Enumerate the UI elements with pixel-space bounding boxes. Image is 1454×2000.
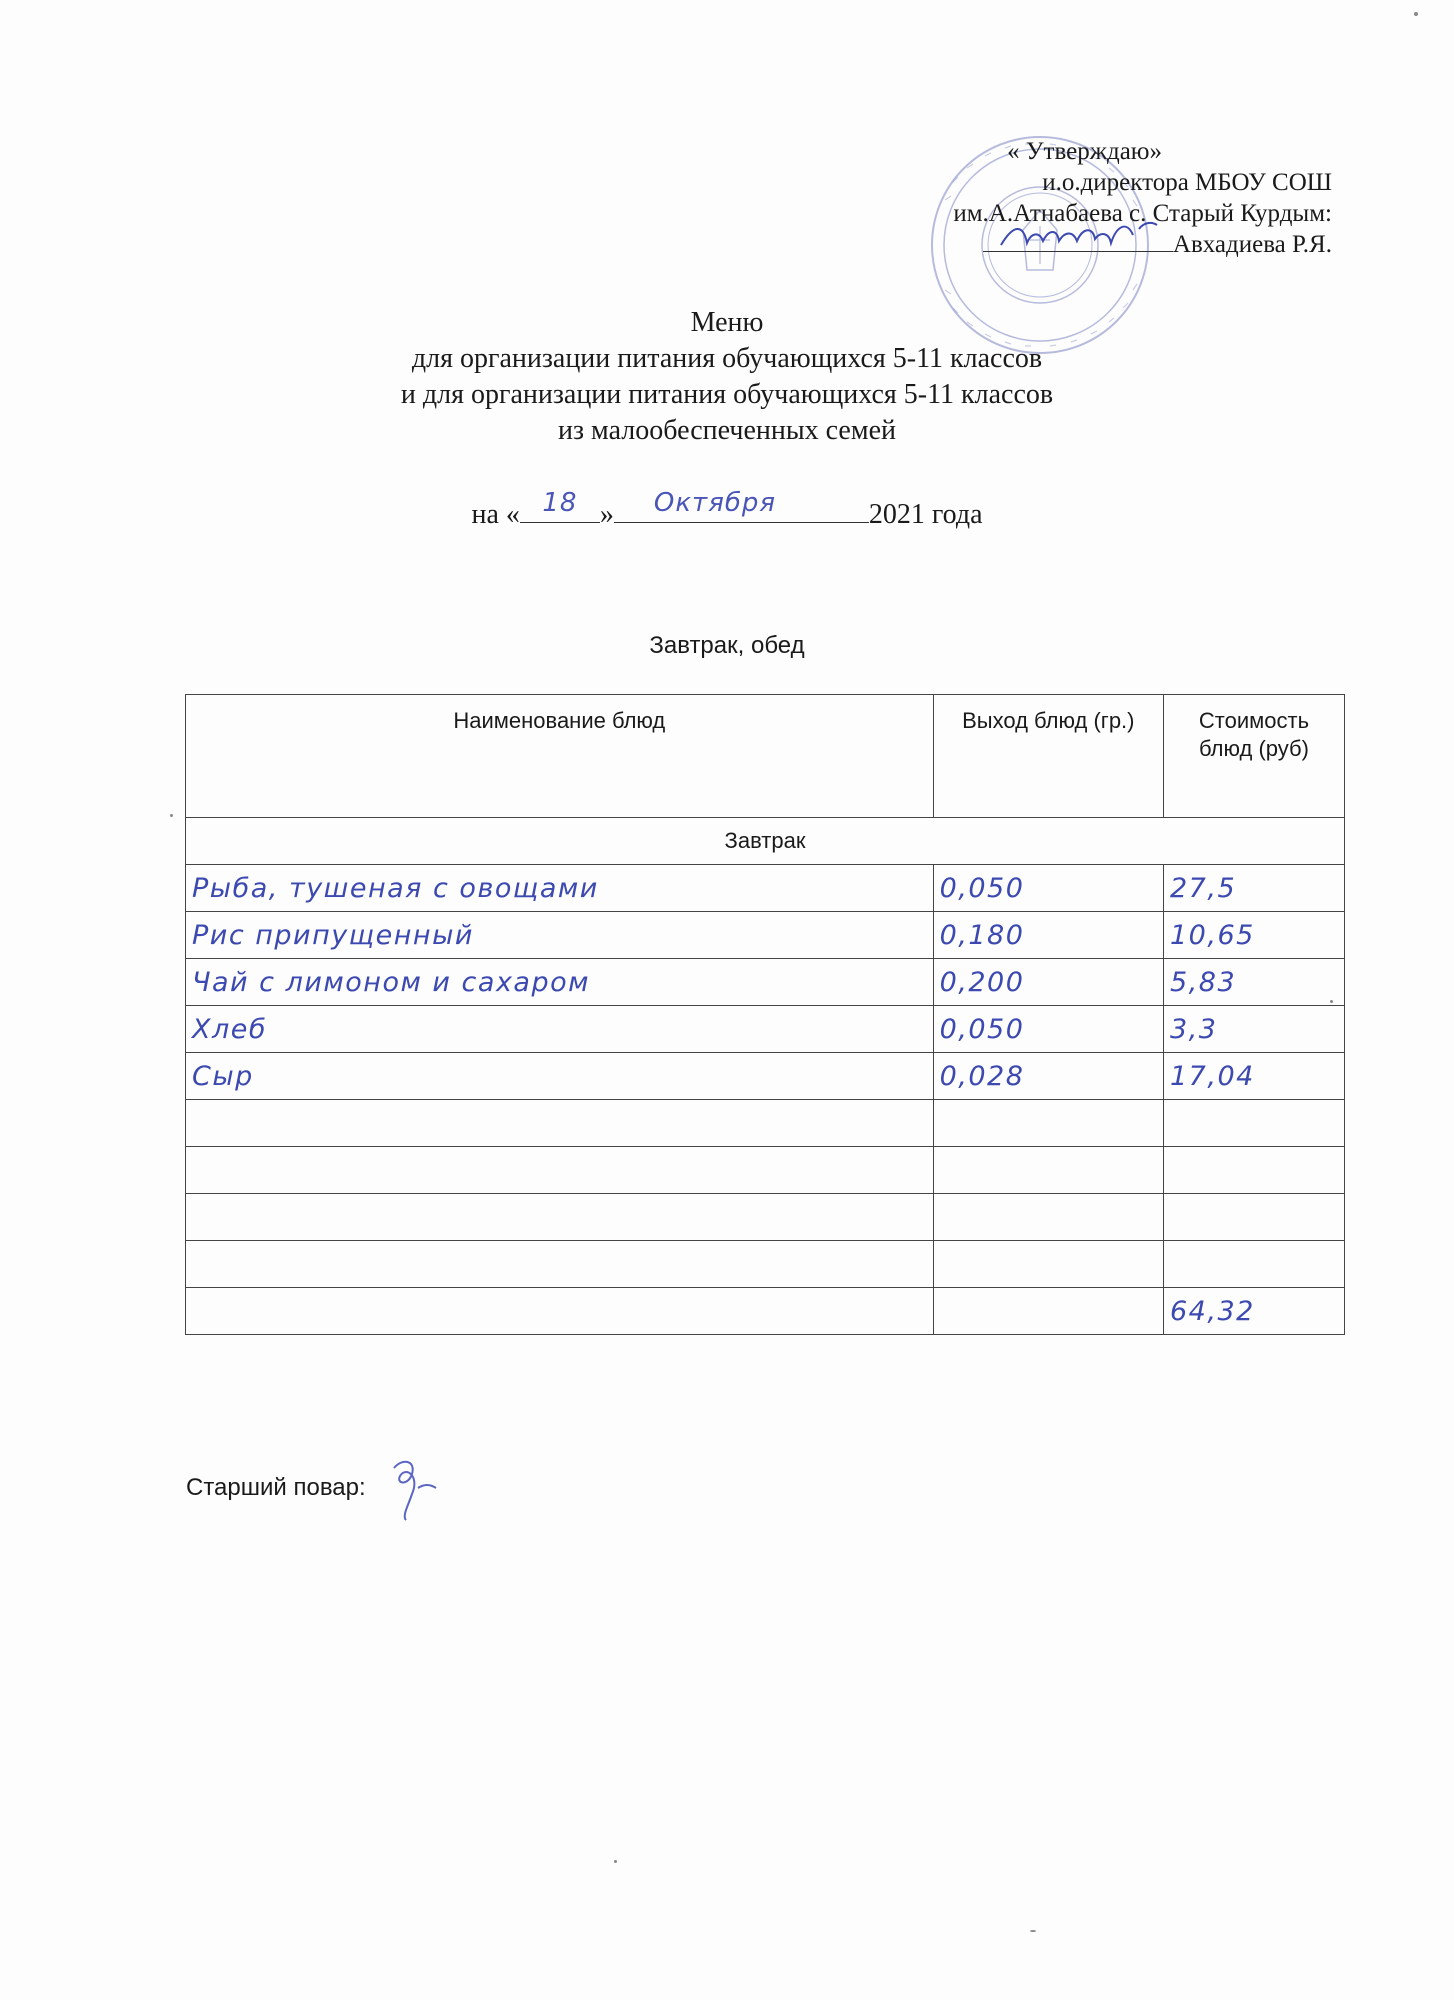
menu-date	[0, 488, 1454, 531]
dish-price	[1164, 1147, 1345, 1194]
date-mid: »	[599, 499, 614, 530]
dish-weight: 0,200	[933, 959, 1163, 1006]
table-row	[186, 959, 1345, 1006]
total-empty-cell	[933, 1288, 1163, 1335]
table-row	[186, 1241, 1345, 1288]
dish-weight	[933, 1241, 1163, 1288]
total-empty-cell	[186, 1288, 934, 1335]
dish-weight: 0,028	[933, 1053, 1163, 1100]
total-row	[186, 1288, 1345, 1335]
dish-name	[186, 1147, 934, 1194]
meal-subtitle: Завтрак, обед	[649, 632, 805, 659]
title-line-1: Меню	[690, 307, 764, 338]
dish-name: Сыр	[186, 1053, 934, 1100]
dish-price	[1164, 1241, 1345, 1288]
approval-role: и.о.директора МБОУ СОШ	[1042, 169, 1332, 196]
dish-weight: 0,180	[933, 912, 1163, 959]
director-signature	[993, 215, 1163, 255]
table-row	[186, 865, 1345, 912]
dish-weight	[933, 1147, 1163, 1194]
table-row	[186, 1194, 1345, 1241]
dish-weight	[933, 1100, 1163, 1147]
document-title	[0, 305, 1454, 449]
dish-price	[1164, 1100, 1345, 1147]
dish-name	[186, 1194, 934, 1241]
date-month-field	[614, 488, 869, 523]
dish-name: Хлеб	[186, 1006, 934, 1053]
dish-price: 17,04	[1164, 1053, 1345, 1100]
title-line-3: и для организации питания обучающихся 5-11 классов	[400, 379, 1054, 410]
senior-cook	[186, 1474, 366, 1502]
dish-weight	[933, 1194, 1163, 1241]
date-day: 18	[542, 488, 578, 518]
dish-name: Рис припущенный	[186, 912, 934, 959]
dish-weight: 0,050	[933, 865, 1163, 912]
dish-price	[1164, 1194, 1345, 1241]
senior-cook-label: Старший повар:	[186, 1474, 366, 1501]
total-price: 64,32	[1164, 1288, 1345, 1335]
table-row	[186, 1100, 1345, 1147]
dish-price: 3,3	[1164, 1006, 1345, 1053]
date-day-field	[520, 488, 600, 523]
date-month: Октября	[653, 488, 777, 518]
date-prefix: на «	[471, 499, 520, 530]
approval-block	[812, 136, 1332, 260]
header-price: Стоимость блюд (руб)	[1164, 695, 1345, 818]
table-row	[186, 1006, 1345, 1053]
table-header-row	[186, 695, 1345, 818]
title-line-2: для организации питания обучающихся 5-11 классов	[411, 343, 1043, 374]
dish-name: Рыба, тушеная с овощами	[186, 865, 934, 912]
dish-name: Чай с лимоном и сахаром	[186, 959, 934, 1006]
dish-price: 27,5	[1164, 865, 1345, 912]
table-row	[186, 1053, 1345, 1100]
dish-weight: 0,050	[933, 1006, 1163, 1053]
table-row	[186, 1147, 1345, 1194]
approval-school: им.А.Атнабаева с. Старый Курдым:	[953, 200, 1332, 227]
header-weight: Выход блюд (гр.)	[933, 695, 1163, 818]
dish-price: 5,83	[1164, 959, 1345, 1006]
cook-signature	[382, 1454, 442, 1524]
director-name: Авхадиева Р.Я.	[1172, 231, 1332, 258]
table-row	[186, 912, 1345, 959]
section-breakfast: Завтрак	[186, 818, 1345, 865]
section-row	[186, 818, 1345, 865]
menu-table	[185, 694, 1345, 1335]
title-line-4: из малообеспеченных семей	[558, 415, 896, 446]
director-signature-line	[983, 229, 1173, 252]
approval-heading: « Утверждаю»	[1007, 138, 1162, 165]
dish-name	[186, 1241, 934, 1288]
dish-price: 10,65	[1164, 912, 1345, 959]
dish-name	[186, 1100, 934, 1147]
header-dish-name: Наименование блюд	[186, 695, 934, 818]
date-suffix: 2021 года	[868, 499, 983, 530]
